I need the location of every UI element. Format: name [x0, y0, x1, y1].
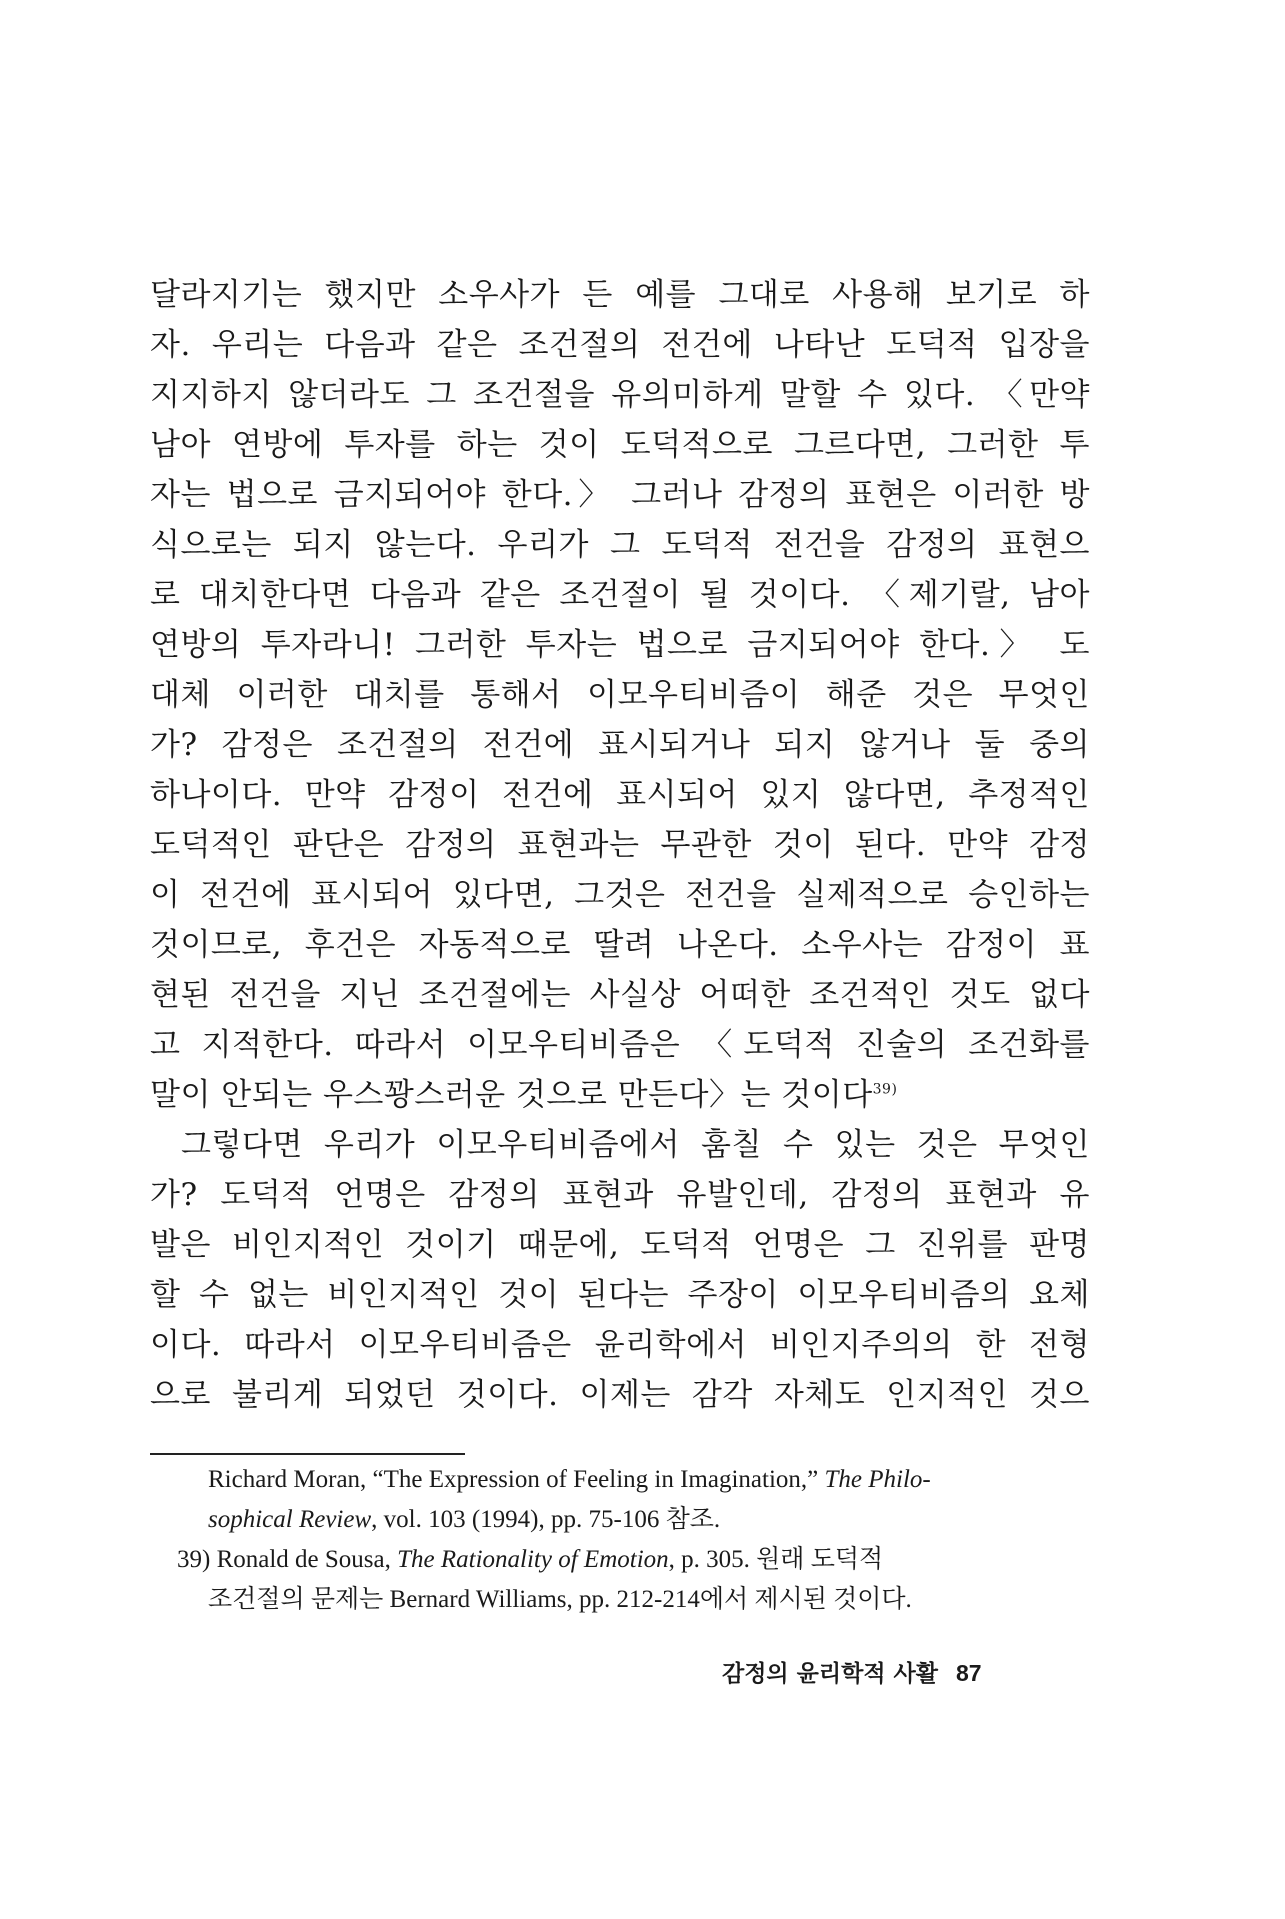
running-title: 감정의 윤리학적 사활: [722, 1661, 938, 1687]
text-line: 가? 감정은 조건절의 전건에 표시되거나 되지 않거나 둘 중의: [150, 727, 1090, 763]
text-line: 발은 비인지적인 것이기 때문에, 도덕적 언명은 그 진위를 판명: [150, 1227, 1090, 1263]
footnote-39-title: The Rationality of Emotion: [397, 1546, 669, 1573]
footnote-39-line-1: [150, 1540, 1090, 1580]
footnote-38-text: Richard Moran, “The Expression of Feeling in Imagination,”: [208, 1466, 819, 1493]
footnote-38-line-1: [150, 1460, 1090, 1500]
footnote-39-line-2: 조건절의 문제는 Bernard Williams, pp. 212-214에서 제시된 것이다.: [208, 1586, 912, 1613]
text-line: 연방의 투자라니! 그러한 투자는 법으로 금지되어야 한다.〉 도: [150, 627, 1090, 663]
text-line: 할 수 없는 비인지적인 것이 된다는 주장이 이모우티비즘의 요체: [150, 1277, 1090, 1313]
text-line: 식으로는 되지 않는다. 우리가 그 도덕적 전건을 감정의 표현으: [150, 527, 1090, 563]
footnote-38-citation: , vol. 103 (1994), pp. 75-106 참조.: [371, 1506, 721, 1533]
text-line: 자. 우리는 다음과 같은 조건절의 전건에 나타난 도덕적 입장을: [150, 327, 1090, 363]
footnote-39-number: 39): [177, 1546, 211, 1573]
text-line: 로 대치한다면 다음과 같은 조건절이 될 것이다. 〈제기랄, 남아: [150, 577, 1090, 613]
text-line-with-footnote: [150, 1070, 1090, 1120]
footnote-marker[interactable]: 39): [872, 1081, 898, 1098]
footnote-divider: [150, 1453, 465, 1455]
page-number: 87: [955, 1660, 982, 1686]
text-line-content: 말이 안되는 우스꽝스러운 것으로 만든다〉는 것이다: [150, 1077, 873, 1113]
text-line: 으로 불리게 되었던 것이다. 이제는 감각 자체도 인지적인 것으: [150, 1377, 1090, 1413]
footnote-39-citation: , p. 305. 원래 도덕적: [668, 1546, 884, 1573]
text-line: 것이므로, 후건은 자동적으로 딸려 나온다. 소우사는 감정이 표: [150, 927, 1090, 963]
text-line: 하나이다. 만약 감정이 전건에 표시되어 있지 않다면, 추정적인: [150, 777, 1090, 813]
footnote-39-author: Ronald de Sousa,: [216, 1546, 391, 1573]
text-line: 고 지적한다. 따라서 이모우티비즘은 〈도덕적 진술의 조건화를: [150, 1027, 1090, 1063]
paragraph-first-line: 그렇다면 우리가 이모우티비즘에서 훔칠 수 있는 것은 무엇인: [181, 1127, 1090, 1163]
text-line: 달라지기는 했지만 소우사가 든 예를 그대로 사용해 보기로 하: [150, 277, 1090, 313]
body-text: [150, 270, 1090, 1420]
text-line: 지지하지 않더라도 그 조건절을 유의미하게 말할 수 있다. 〈만약: [150, 377, 1090, 413]
footnote-38-journal: The Philo-: [824, 1466, 931, 1493]
text-line: 대체 이러한 대치를 통해서 이모우티비즘이 해준 것은 무엇인: [150, 677, 1090, 713]
text-line: 현된 전건을 지닌 조건절에는 사실상 어떠한 조건적인 것도 없다: [150, 977, 1090, 1013]
text-line: 이다. 따라서 이모우티비즘은 윤리학에서 비인지주의의 한 전형: [150, 1327, 1090, 1363]
text-line: 남아 연방에 투자를 하는 것이 도덕적으로 그르다면, 그러한 투: [150, 427, 1090, 463]
footnote-38-line-2: [150, 1500, 1090, 1540]
text-line: 이 전건에 표시되어 있다면, 그것은 전건을 실제적으로 승인하는: [150, 877, 1090, 913]
text-line: 가? 도덕적 언명은 감정의 표현과 유발인데, 감정의 표현과 유: [150, 1177, 1090, 1213]
running-footer: [722, 1655, 1082, 1688]
footnote-38-journal-cont: sophical Review: [208, 1506, 372, 1533]
text-line: 자는 법으로 금지되어야 한다.〉 그러나 감정의 표현은 이러한 방: [150, 477, 1090, 513]
text-line: 도덕적인 판단은 감정의 표현과는 무관한 것이 된다. 만약 감정: [150, 827, 1090, 863]
footnotes: [150, 1460, 1090, 1620]
